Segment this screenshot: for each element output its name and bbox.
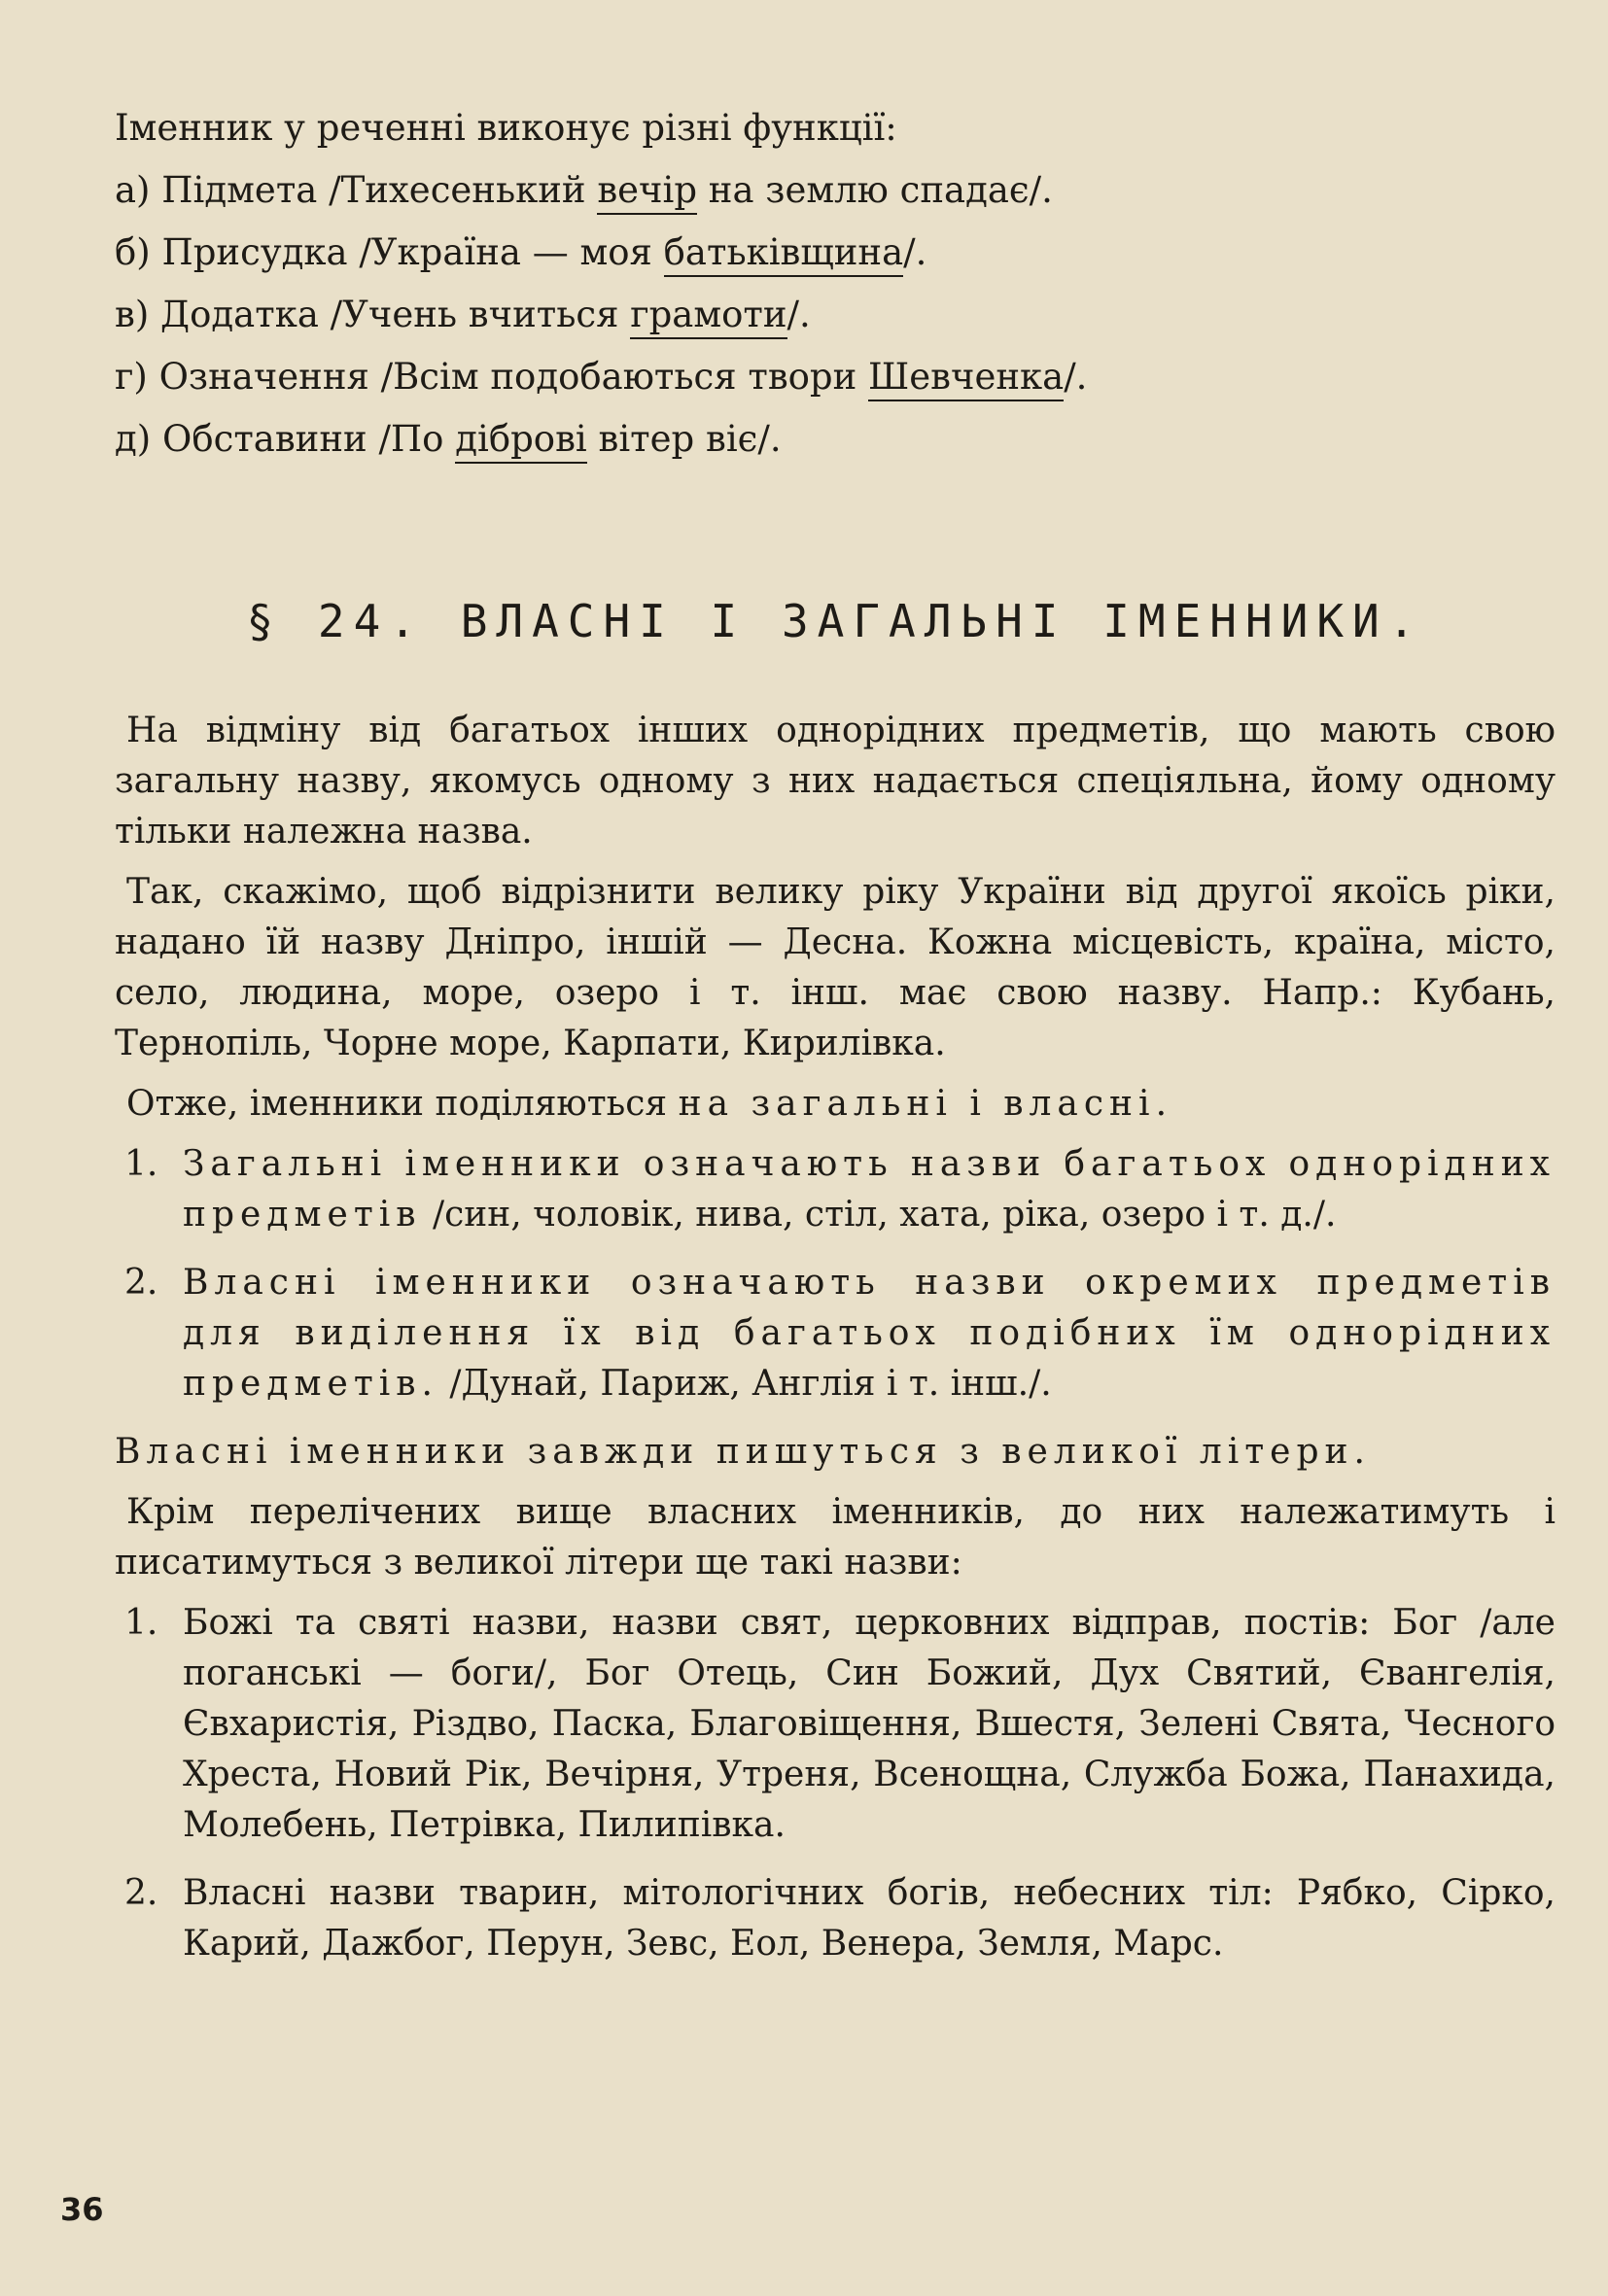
functions-list — [115, 159, 1556, 470]
example-text: /. — [1064, 356, 1088, 398]
example-text: /. — [787, 294, 811, 335]
item-letter: г) — [115, 356, 148, 398]
example-text: /. — [903, 231, 927, 273]
list-item — [115, 284, 1556, 346]
item-number: 1. — [124, 1144, 158, 1184]
list-item — [115, 408, 1556, 470]
item-number: 1. — [124, 1603, 158, 1643]
example-text: /Тихесенький — [329, 169, 598, 211]
example-text: /По — [378, 418, 456, 460]
example-text: /Всім подобаються твори — [380, 356, 869, 398]
item-letter: д) — [115, 418, 152, 460]
example-text: вітер віє/. — [586, 418, 782, 460]
item-number: 2. — [124, 1873, 158, 1913]
list-item — [115, 159, 1556, 222]
underlined-word: діброві — [455, 418, 587, 464]
underlined-word: вечір — [597, 169, 697, 215]
item-text: /син, чоловік, нива, стіл, хата, ріка, озеро і т. д./. — [421, 1195, 1337, 1235]
item-text: /Дунай, Париж, Англія і т. інш./. — [437, 1364, 1052, 1404]
example-text: на землю спадає/. — [697, 169, 1053, 211]
underlined-word: Шевченка — [868, 356, 1064, 401]
item-letter: в) — [115, 294, 150, 335]
list-item — [115, 346, 1556, 408]
list-item — [115, 1258, 1556, 1409]
item-number: 2. — [124, 1263, 158, 1303]
spaced-text: на загальні і власні. — [678, 1084, 1173, 1124]
list-item — [115, 1139, 1556, 1240]
list-item — [115, 1868, 1556, 1969]
item-role: Обставини — [161, 418, 367, 460]
paragraph: Так, скажімо, щоб відрізнити велику ріку України від другої якоїсь ріки, надано їй назву Дніпро, іншій — Десна. Кожна місцевість, країна, місто, село, людина, море, озеро і т. інш. має свою назву. Напр.: Кубань, Тернопіль, Чорне море, Карпати, Кирилівка. — [115, 872, 1556, 1063]
section-heading: § 24. ВЛАСНІ І ЗАГАЛЬНІ ІМЕННИКИ. — [246, 595, 1424, 647]
page-number: 36 — [60, 2191, 104, 2228]
item-role: Підмета — [161, 169, 318, 211]
paragraph: На відміну від багатьох інших однорідних предметів, що мають свою загальну назву, якомусь одному з них надається спеціяльна, йому одному тільки належна назва. — [115, 711, 1556, 852]
example-text: /Україна — моя — [359, 231, 664, 273]
item-letter: а) — [115, 169, 151, 211]
names-list — [115, 1598, 1556, 1969]
item-role: Присудка — [161, 231, 348, 273]
spaced-text: Власні іменники означають назви окремих предметів для виділення їх від багатьох подібних їм однорідних предметів. — [183, 1263, 1556, 1404]
item-role: Означення — [158, 356, 369, 398]
list-item — [115, 1598, 1556, 1851]
kinds-list — [115, 1139, 1556, 1409]
paragraph-text: Отже, іменники поділяються — [126, 1084, 679, 1124]
item-letter: б) — [115, 231, 151, 273]
item-role: Додатка — [160, 294, 319, 335]
paragraph: Крім перелічених вище власних іменників, до них належатимуть і писатимуться з великої літери ще такі назви: — [115, 1492, 1556, 1583]
rule-paragraph: Власні іменники завжди пишуться з великої літери. — [115, 1432, 1371, 1472]
spaced-text: Загальні іменники означають назви багатьох однорідних предметів — [183, 1144, 1556, 1235]
item-text: Власні назви тварин, мітологічних богів, небесних тіл: Рябко, Сірко, Карий, Дажбог, Перун, Зевс, Еол, Венера, Земля, Марс. — [183, 1873, 1556, 1964]
paragraph — [115, 1079, 1556, 1130]
underlined-word: батьківщина — [664, 231, 904, 277]
example-text: /Учень вчиться — [330, 294, 631, 335]
intro-line: Іменник у реченні виконує різні функції: — [115, 107, 897, 149]
list-item — [115, 222, 1556, 284]
underlined-word: грамоти — [630, 294, 787, 339]
item-text: Божі та святі назви, назви свят, церковних відправ, постів: Бог /але поганські — боги/, Бог Отець, Син Божий, Дух Святий, Євангелія, Євхаристія, Різдво, Паска, Благовіщення, Вшестя, Зелені Свята, Чесного Хреста, Новий Рік, Вечірня, Утреня, Всенощна, Служба Божа, Панахида, Молебень, Петрівка, Пилипівка. — [183, 1603, 1556, 1845]
